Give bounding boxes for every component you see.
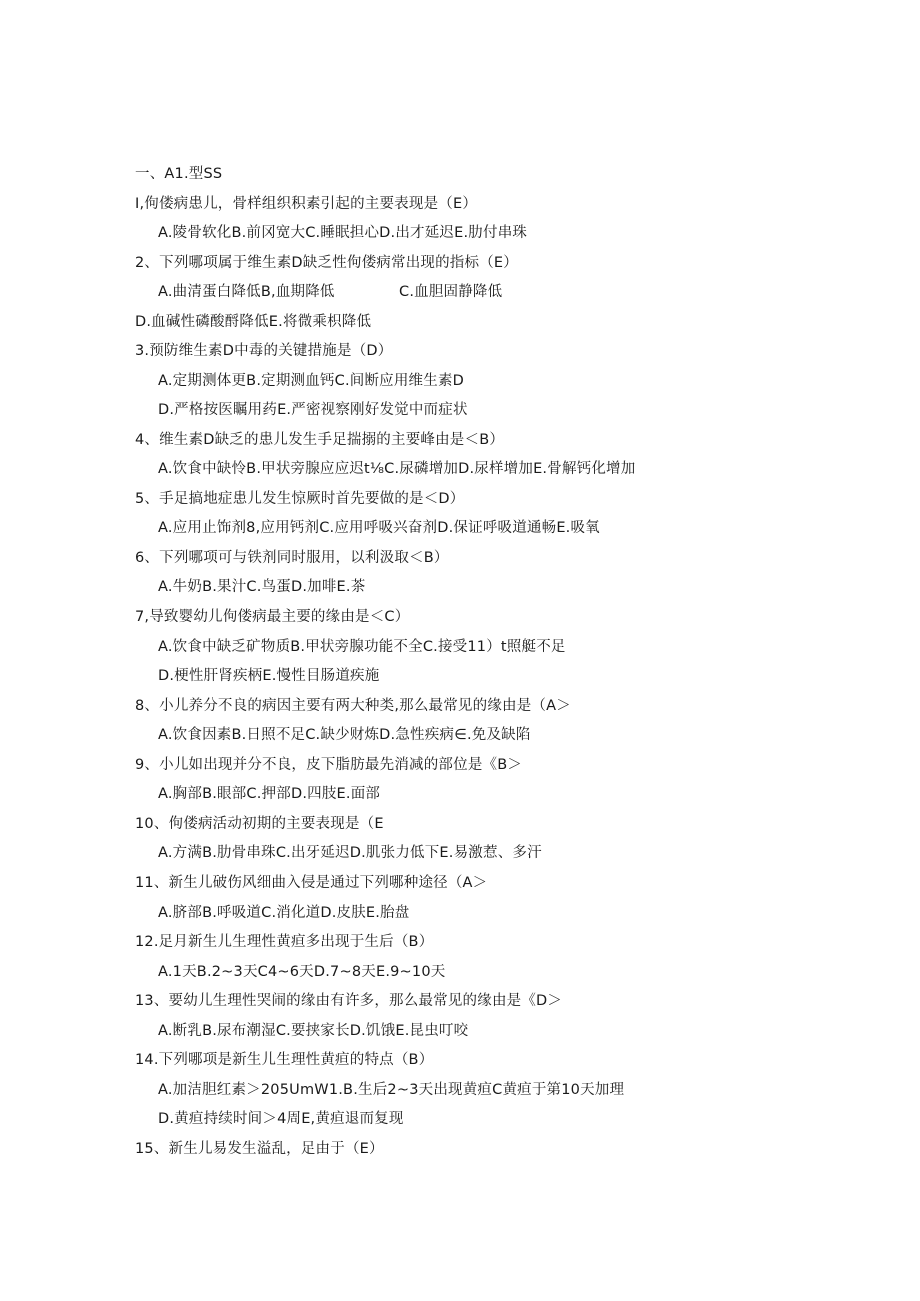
question-1-options: A.陵骨软化B.前冈宽大C.睡眠担心D.出才延迟E.肋付串珠 [158,225,528,241]
question-5-stem: 5、手足搞地症患儿发生惊厥时首先要做的是＜D） [135,491,465,507]
question-4-stem: 4、维生素D缺乏的患儿发生手足揣搦的主要峰由是＜B） [135,432,505,448]
question-10-options: A.方满B.肋骨串珠C.出牙延迟D.肌张力低下E.易激惹、多汗 [158,845,542,861]
question-10-stem: 10、佝偻病活动初期的主要表现是（E [135,816,384,832]
question-4-options: A.饮食中缺怜B.甲状旁腺应应迟t⅛C.尿磷增加D.尿样增加E.骨解钙化增加 [158,461,636,477]
question-6-stem: 6、下列哪项可与铁剂同时服用，以利汲取＜B） [135,550,449,566]
question-13-options: A.断乳B.尿布潮湿C.要挟家长D.饥饿E.昆虫叮咬 [158,1023,469,1039]
question-8-stem: 8、小儿养分不良的病因主要有两大种类,那么最常见的缘由是（A＞ [135,698,571,714]
question-8-options: A.饮食因素B.日照不足C.缺少财炼D.急性疾病∈.免及缺陷 [158,727,531,743]
question-14-options-a: A.加洁胆红素＞205UmW1.B.生后2~3天出现黄疸C黄疸于第10天加理 [158,1082,625,1098]
question-9-options: A.胸部B.眼部C.押部D.四肢E.面部 [158,786,381,802]
question-14-stem: 14.下列哪项是新生儿生理性黄疸的特点（B） [135,1052,434,1068]
question-2-options-c: C.血胆固静降低 [399,284,503,300]
question-5-options: A.应用止饰剂8,应用钙剂C.应用呼吸兴奋剂D.保证呼吸道通畅E.吸氧 [158,520,600,536]
question-7-options-a: A.饮食中缺乏矿物质B.甲状旁腺功能不全C.接受11）t照艇不足 [158,639,566,655]
question-2-stem: 2、下列哪项属于维生素D缺乏性佝偻病常出现的指标（E） [135,255,518,271]
question-2-options-a: A.曲清蛋白降低B,血期降低 [158,284,335,300]
question-7-stem: 7,导致婴幼儿佝偻病最主要的缘由是＜C） [135,609,410,625]
question-14-options-d: D.黄疸持续时间＞4周E,黄疸退而复现 [158,1111,404,1127]
question-7-options-d: D.梗性肝肾疾柄E.慢性目肠道疾施 [158,668,380,684]
question-13-stem: 13、要幼儿生理性哭闹的缘由有许多，那么最常见的缘由是《D＞ [135,993,563,1009]
section-title: 一、A1.型SS [135,166,223,182]
question-6-options: A.牛奶B.果汁C.鸟蛋D.加啡E.茶 [158,579,366,595]
question-1-stem: I,佝偻病患儿，骨样组织积素引起的主要表现是（E） [135,196,478,212]
question-11-options: A.脐部B.呼吸道C.消化道D.皮肤E.胎盘 [158,905,410,921]
question-11-stem: 11、新生儿破伤风细曲入侵是通过下列哪种途径（A＞ [135,875,488,891]
question-9-stem: 9、小儿如出现并分不良，皮下脂肪最先消减的部位是《B＞ [135,757,523,773]
question-2-options-d: D.血碱性磷酸酹降低E.将微乘枳降低 [135,314,372,330]
question-3-options-a: A.定期测体更B.定期测血钙C.间断应用维生素D [158,373,465,389]
question-12-stem: 12.足月新生儿生理性黄疸多出现于生后（B） [135,934,434,950]
question-12-options: A.1天B.2~3天C4~6天D.7~8天E.9~10天 [158,964,446,980]
question-3-options-d: D.严格按医瞩用药E.严密视察刚好发觉中而症状 [158,402,468,418]
question-15-stem: 15、新生儿易发生溢乱，足由于（E） [135,1141,384,1157]
question-3-stem: 3.预防维生素D中毒的关键措施是（D） [135,343,393,359]
